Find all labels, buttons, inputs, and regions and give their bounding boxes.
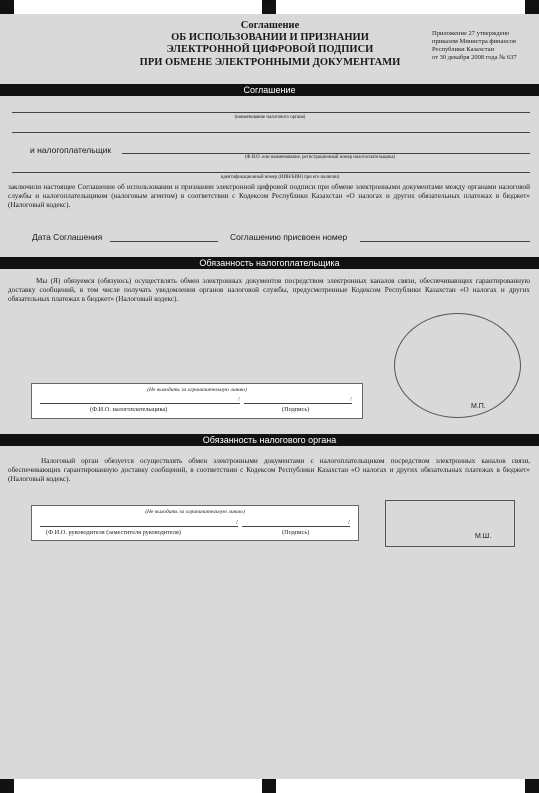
taxpayer-sign-line[interactable] [244,403,352,404]
tax-authority-stamp-label: М.Ш. [475,533,492,540]
taxpayer-name-caption: (Ф.И.О. налогоплательщика) [90,406,168,413]
tax-authority-line-1[interactable] [12,112,530,113]
registration-mark-bottom-center [262,779,276,793]
taxpayer-sign-caption: (Подпись) [282,406,310,413]
taxpayer-id-caption: идентификационный номер (ИИН/БИН) при его наличии) [220,175,340,180]
tax-authority-stamp-area[interactable] [385,500,515,547]
registration-mark-bottom-right [525,779,539,793]
taxpayer-label: и налогоплательщик [30,145,112,155]
taxpayer-line[interactable] [122,153,530,154]
agreement-number-label: Соглашению присвоен номер [230,232,348,242]
section-header-agreement: Соглашение [0,84,539,96]
taxpayer-duty-text: Мы (Я) обязуемся (обязуюсь) осуществлять обмен электронных документов посредством электронных каналов связи, обеспечивающих гарантированную доставку сообщений, в том числе получать уведомления органов налоговой службы, предусмотренные Кодексом Республики Казахстан «О налогах и других обязательных платежах в бюджет» (Налоговый кодекс). [8,277,530,303]
taxpayer-sign-slash-1: / [238,396,240,403]
tax-authority-name-caption: (Ф.И.О. руководителя (заместителя руководителя) [46,529,181,536]
registration-mark-bottom-left [0,779,14,793]
appendix-line-3: Республики Казахстан [432,46,495,53]
tax-authority-sign-slash-2: / [348,519,350,526]
taxpayer-seal-area[interactable] [394,313,521,418]
appendix-line-2: приказом Министра финансов [432,38,517,45]
taxpayer-signature-box[interactable] [31,383,363,419]
tax-authority-signature-box[interactable] [31,505,359,541]
taxpayer-id-line[interactable] [12,172,530,173]
tax-authority-sign-slash-1: / [236,519,238,526]
title-line-1: Соглашение [240,20,300,31]
tax-authority-sign-caption: (Подпись) [282,529,310,536]
agreement-number-field[interactable] [360,241,530,242]
section-header-tax-authority: Обязанность налогового органа [0,434,539,446]
tax-authority-duty-text: Налоговый орган обязуется осуществлять обмен электронными документами с налогоплательщиком посредством электронных каналов связи, обеспечивающих гарантированную доставку сообщений, в соответствии с Кодексом Республики Казахстан «О налогах и других обязательных платежах в бюджет» (Налоговый кодекс). [8,457,530,483]
tax-authority-line-2[interactable] [12,132,530,133]
title-line-2: ОБ ИСПОЛЬЗОВАНИИ И ПРИЗНАНИИ [171,32,369,44]
agreement-body-text: заключили настоящее Соглашение об использовании и признании электронной цифровой подписи при обмене электронными документами между органами налоговой службы и налогоплательщиком (налоговым агентом) в соответствии с Кодексом Республики Казахстан «О налогах и других обязательных платежах в бюджет» (Налоговый кодекс). [8,183,530,209]
tax-authority-caption: (наименование налогового органа) [234,115,306,120]
title-line-4: ПРИ ОБМЕНЕ ЭЛЕКТРОННЫМИ ДОКУМЕНТАМИ [139,56,401,68]
taxpayer-seal-label: М.П. [471,403,486,410]
appendix-note [432,30,537,62]
taxpayer-caption: (Ф.И.О. или наименование, регистрационный номер налогоплательщика) [244,155,396,160]
tax-authority-sign-line[interactable] [242,526,350,527]
page-number: 40 [263,0,276,14]
appendix-line-4: от 30 декабря 2008 года № 637 [432,54,517,61]
appendix-line-1: Приложение 27 утверждено [432,30,510,37]
section-header-taxpayer: Обязанность налогоплательщика [0,257,539,269]
tax-authority-sign-hint: (Не выходить за ограничительную линию) [145,509,245,515]
title-line-3: ЭЛЕКТРОННОЙ ЦИФРОВОЙ ПОДПИСИ [166,44,374,56]
tax-authority-name-line[interactable] [40,526,238,527]
taxpayer-sign-slash-2: / [350,396,352,403]
taxpayer-sign-hint: (Не выходить за ограничительную линию) [147,387,247,393]
taxpayer-name-line[interactable] [40,403,240,404]
agreement-date-field[interactable] [110,241,218,242]
form-title [130,20,410,69]
agreement-date-label: Дата Соглашения [32,232,103,242]
